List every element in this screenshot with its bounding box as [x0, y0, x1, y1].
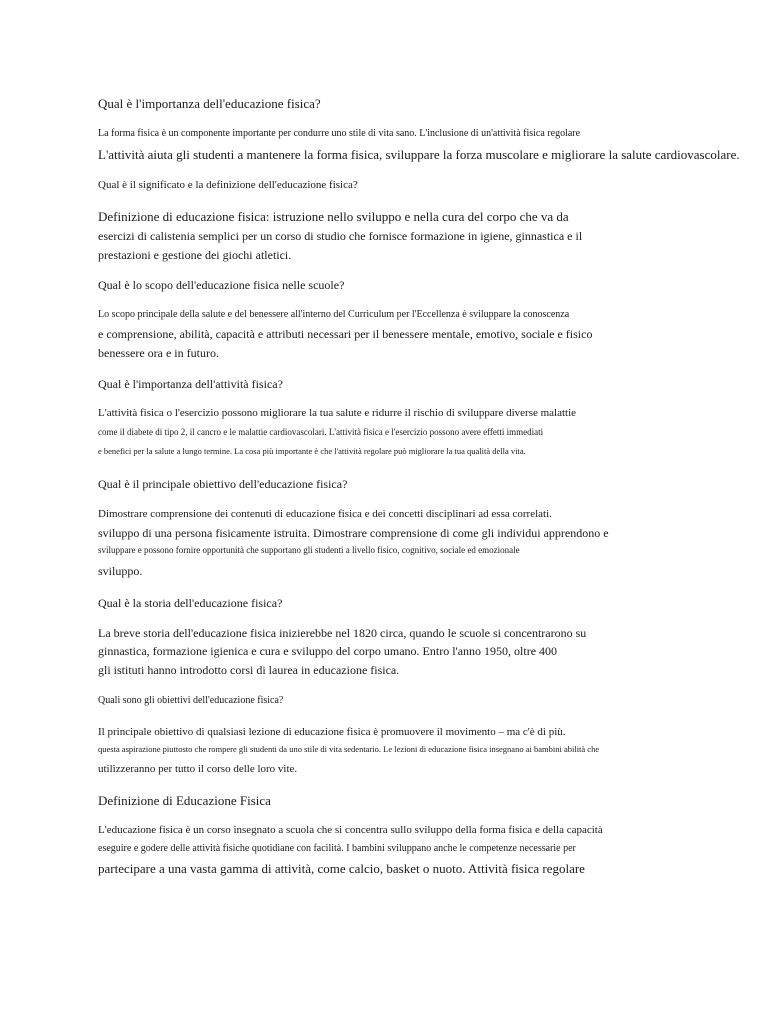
paragraph-line: L'attività aiuta gli studenti a mantenere la forma fisica, sviluppare la forza muscolare e migliorare la salute cardiovascolare.	[98, 147, 740, 162]
paragraph-line: Definizione di educazione fisica: istruzione nello sviluppo e nella cura del corpo che va da	[98, 209, 569, 224]
paragraph-line: benessere ora e in futuro.	[98, 346, 219, 360]
paragraph-line: ginnastica, formazione igienica e cura e sviluppo del corpo umano. Entro l'anno 1950, oltre 400	[98, 644, 558, 658]
paragraph-line: Dimostrare comprensione dei contenuti di educazione fisica e dei concetti disciplinari ad essa correlati.	[98, 508, 552, 520]
section-heading: Qual è la storia dell'educazione fisica?	[98, 596, 283, 610]
section-heading: Qual è lo scopo dell'educazione fisica nelle scuole?	[98, 278, 345, 292]
paragraph-line: come il diabete di tipo 2, il cancro e le malattie cardiovascolari. L'attività fisica e l'esercizio possono avere effetti immediati	[98, 427, 544, 437]
section-heading: Qual è l'importanza dell'educazione fisica?	[98, 96, 321, 111]
section-heading: Qual è il significato e la definizione dell'educazione fisica?	[98, 179, 358, 191]
paragraph-line: esercizi di calistenia semplici per un corso di studio che fornisce formazione in igiene, ginnastica e il	[98, 229, 583, 243]
paragraph-line: partecipare a una vasta gamma di attività, come calcio, basket o nuoto. Attività fisica regolare	[98, 861, 585, 876]
paragraph-line: prestazioni e gestione dei giochi atletici.	[98, 248, 292, 262]
paragraph-line: e comprensione, abilità, capacità e attributi necessari per il benessere mentale, emotivo, sociale e fisico	[98, 327, 593, 341]
paragraph-line: eseguire e godere delle attività fisiche quotidiane con facilità. I bambini sviluppano anche le competenze necessarie per	[98, 843, 576, 854]
paragraph-line: sviluppo.	[98, 564, 143, 578]
paragraph-line: La forma fisica è un componente importante per condurre uno stile di vita sano. L'inclusione di un'attività fisica regolare	[98, 128, 581, 139]
paragraph-line: e benefici per la salute a lungo termine. La cosa più importante è che l'attività regolare può migliorare la tua qualità della vita.	[98, 446, 526, 456]
paragraph-line: Il principale obiettivo di qualsiasi lezione di educazione fisica è promuovere il movimento – ma c'è di più.	[98, 726, 566, 738]
section-heading: Qual è l'importanza dell'attività fisica?	[98, 377, 283, 391]
paragraph-line: utilizzeranno per tutto il corso delle loro vite.	[98, 763, 298, 775]
paragraph-line: questa aspirazione piuttosto che rompere gli studenti da uno stile di vita sedentario. Le lezioni di educazione fisica insegnano ai bambini abilità che	[98, 744, 600, 754]
paragraph-line: Lo scopo principale della salute e del benessere all'interno del Curriculum per l'Eccellenza è sviluppare la conoscenza	[98, 309, 570, 320]
paragraph-line: L'attività fisica o l'esercizio possono migliorare la tua salute e ridurre il rischio di sviluppare diverse malattie	[98, 407, 577, 419]
section-heading: Qual è il principale obiettivo dell'educazione fisica?	[98, 477, 348, 491]
paragraph-line: La breve storia dell'educazione fisica inizierebbe nel 1820 circa, quando le scuole si concentrarono su	[98, 626, 587, 640]
section-heading: Quali sono gli obiettivi dell'educazione fisica?	[98, 695, 284, 706]
paragraph-line: gli istituti hanno introdotto corsi di laurea in educazione fisica.	[98, 663, 400, 677]
paragraph-line: sviluppo di una persona fisicamente istruita. Dimostrare comprensione di come gli individui apprendono e	[98, 526, 609, 540]
section-heading: Definizione di Educazione Fisica	[98, 793, 271, 808]
paragraph-line: sviluppare e possono fornire opportunità che supportano gli studenti a livello fisico, cognitivo, sociale ed emozionale	[98, 545, 520, 555]
paragraph-line: L'educazione fisica è un corso insegnato a scuola che si concentra sullo sviluppo della forma fisica e della capacità	[98, 824, 603, 836]
